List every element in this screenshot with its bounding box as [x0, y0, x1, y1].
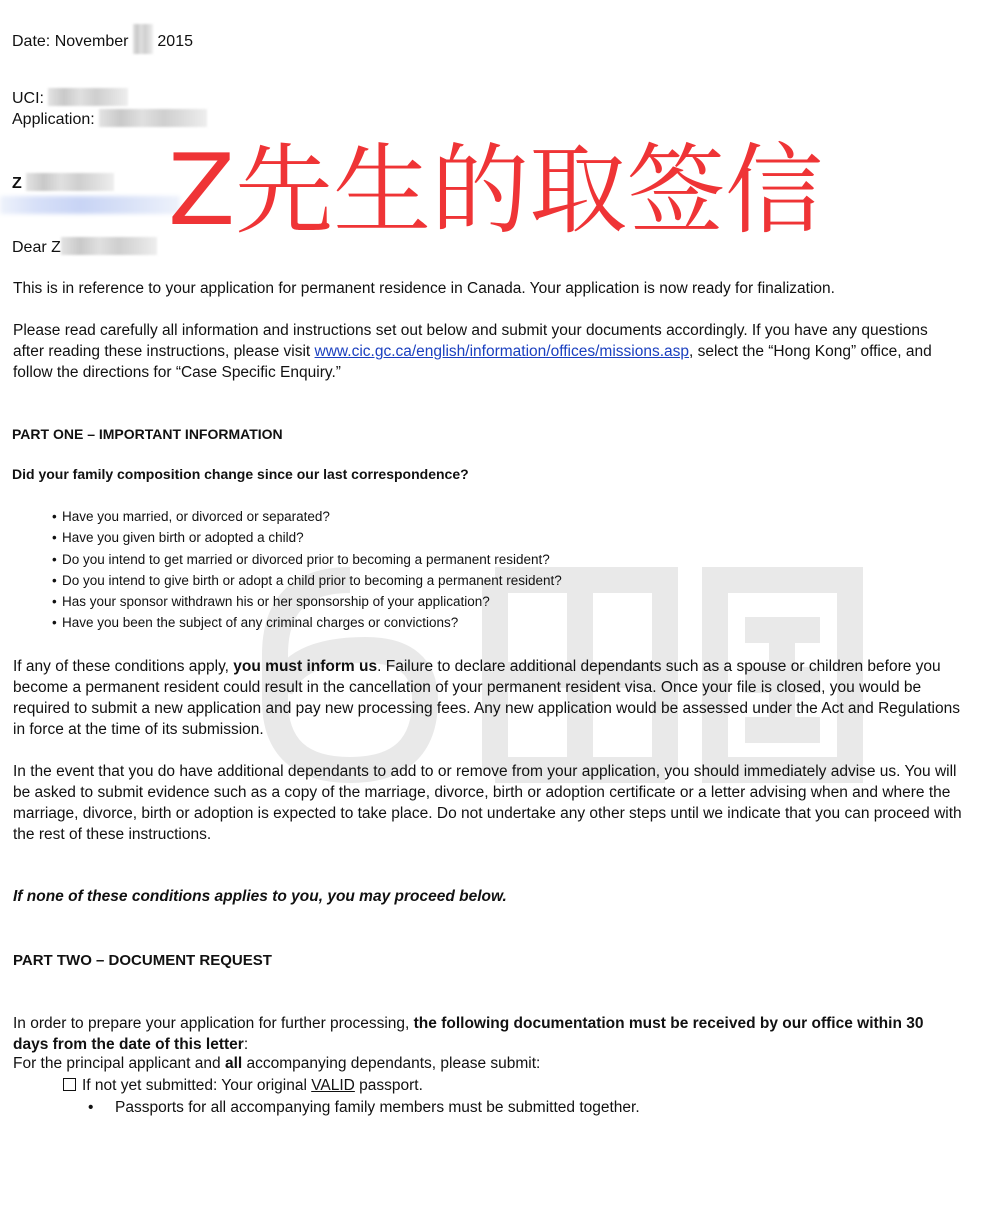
list-item: • Have you given birth or adopted a child?	[52, 530, 304, 546]
redaction-blur	[99, 109, 207, 127]
list-item: • Have you married, or divorced or separated?	[52, 509, 330, 524]
date-line	[12, 24, 193, 54]
intro-paragraph-1: This is in reference to your application for permanent residence in Canada. Your application is now ready for finalization.	[13, 280, 835, 297]
bullet-icon: •	[88, 1099, 94, 1116]
checkbox-icon	[63, 1078, 76, 1091]
date-year: 2015	[157, 33, 193, 50]
redaction-blur	[26, 173, 114, 191]
list-item: • Have you been the subject of any criminal charges or convictions?	[52, 615, 459, 631]
list-item: • Has your sponsor withdrawn his or her sponsorship of your application?	[52, 594, 490, 610]
salutation-text: Dear Z	[12, 239, 61, 256]
redaction-blur	[61, 237, 157, 255]
order-paragraph: In order to prepare your application for further processing, the following documentation must be received by our office within 30 days from the date of this letter:	[13, 1015, 924, 1053]
family-question: Did your family composition change since our last correspondence?	[12, 466, 469, 482]
passport-item: If not yet submitted: Your original VALID passport.	[63, 1077, 423, 1095]
deadline-emphasis: the following documentation must be received by our office within 30 days from the date of this letter	[13, 1015, 924, 1053]
intro-p2-after: , select the “Hong Kong” office, and follow the directions for “Case Specific Enquiry.”	[13, 343, 932, 381]
principal-line: For the principal applicant and all accompanying dependants, please submit:	[13, 1055, 541, 1072]
redaction-blur	[48, 88, 128, 106]
inform-emphasis: you must inform us	[233, 658, 378, 675]
list-item: • Do you intend to get married or divorced prior to becoming a permanent resident?	[52, 551, 550, 567]
application-label: Application:	[12, 111, 95, 128]
part-two-heading: PART TWO – DOCUMENT REQUEST	[13, 952, 272, 969]
intro-p2-before: Please read carefully all information and instructions set out below and submit your documents accordingly. If you have any questions after reading these instructions, please visit	[13, 322, 928, 360]
salutation-line	[12, 237, 157, 257]
missions-link[interactable]: www.cic.gc.ca/english/information/offices/missions.asp	[314, 343, 689, 360]
event-paragraph: In the event that you do have additional dependants to add to or remove from your application, you should immediately advise us. You will be asked to submit evidence such as a copy of the marriage, divorce, birth or adoption certificate or a letter advising when and where the marriage, divorce, birth or adoption is expected to take place. Do not undertake any other steps until we indicate that you can proceed with the rest of these instructions.	[13, 763, 962, 843]
redaction-blur	[133, 24, 153, 54]
list-item: • Do you intend to give birth or adopt a child prior to becoming a permanent resident?	[52, 572, 562, 588]
inform-paragraph: If any of these conditions apply, you must inform us. Failure to declare additional dependants such as a spouse or children before you become a permanent resident could result in the cancellation of your permanent resident visa. Once your file is closed, you would be required to submit a new application and pay new processing fees. Any new application would be assessed under the Act and Regulations in force at the time of its submission.	[13, 658, 960, 738]
uci-label: UCI:	[12, 90, 44, 107]
intro-paragraph-2	[13, 320, 963, 383]
redaction-blur-address	[0, 196, 180, 214]
date-label: Date: November	[12, 33, 129, 50]
conditions-list	[52, 506, 562, 634]
addressee-line	[12, 173, 114, 193]
uci-line	[12, 88, 128, 108]
addressee-initial: Z	[12, 175, 22, 192]
part-one-heading: PART ONE – IMPORTANT INFORMATION	[12, 426, 283, 442]
application-line	[12, 109, 207, 129]
overlay-title: Z先生的取签信	[168, 134, 824, 248]
proceed-note: If none of these conditions applies to you, you may proceed below.	[13, 888, 507, 905]
passport-subitem: • Passports for all accompanying family members must be submitted together.	[88, 1099, 640, 1116]
